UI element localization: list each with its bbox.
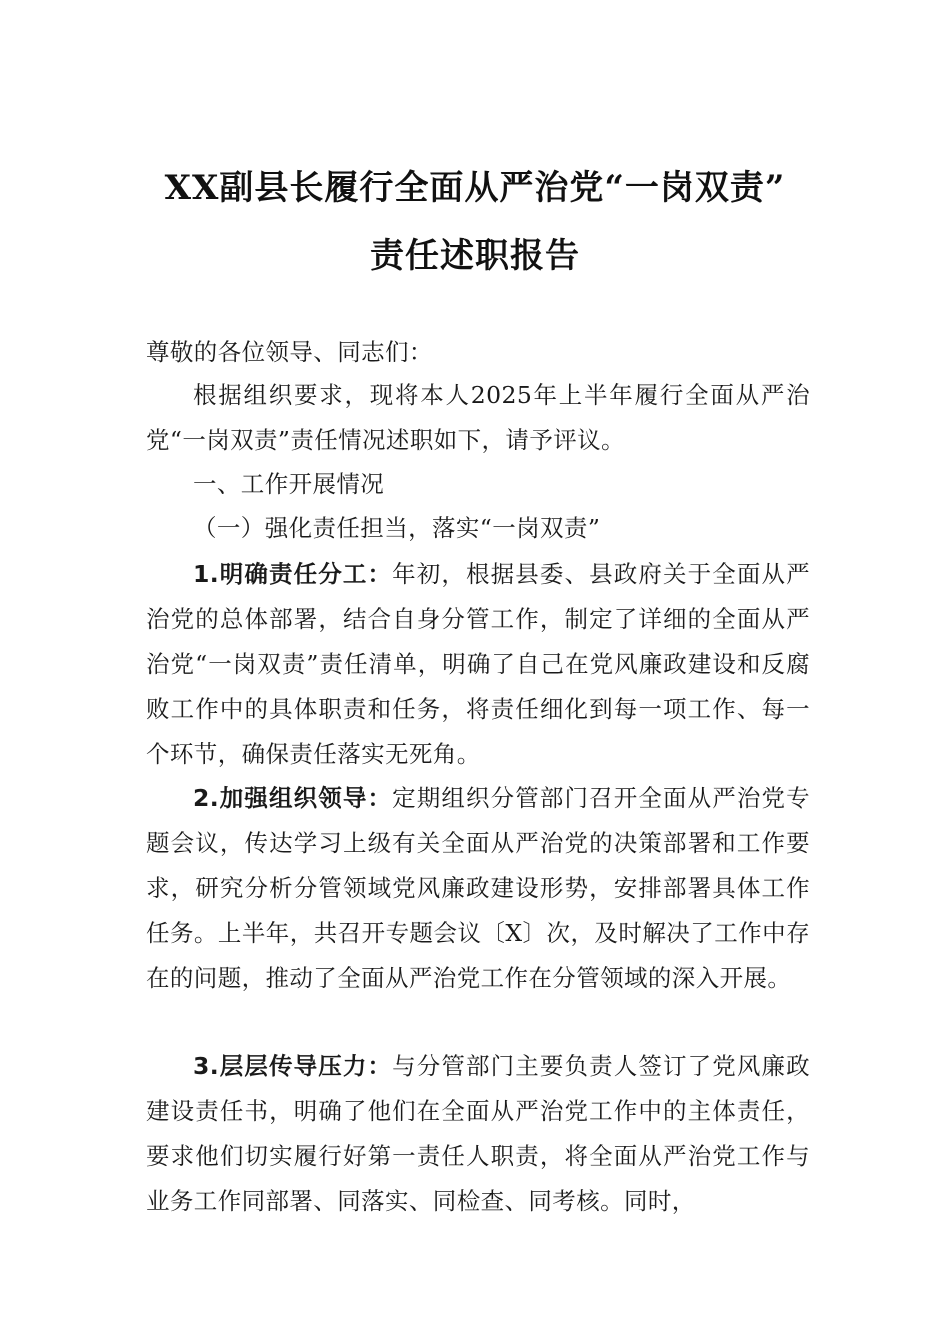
salutation: 尊敬的各位领导、同志们： [146,338,433,366]
paragraph-item-2 [146,776,810,1001]
item-3-text: 与分管部门主要负责人签订了党风廉政建设责任书，明确了他们在全面从严治党工作中的主体责任，要求他们切实履行好第一责任人职责，将全面从严治党工作与业务工作同部署、同落实、同检查、同考核。同时， [146,1052,810,1215]
item-3-lead: 3.层层传导压力： [193,1052,393,1080]
item-2-text: 定期组织分管部门召开全面从严治党专题会议，传达学习上级有关全面从严治党的决策部署和工作要求，研究分析分管领域党风廉政建设形势，安排部署具体工作任务。上半年，共召开专题会议〔X〕次，及时解决了工作中存在的问题，推动了全面从严治党工作在分管领域的深入开展。 [146,784,810,992]
paragraph-item-3 [146,1044,810,1224]
item-1-lead: 1.明确责任分工： [193,560,393,588]
intro-paragraph: 根据组织要求，现将本人2025年上半年履行全面从严治党“一岗双责”责任情况述职如下，请予评议。 [146,381,810,454]
paragraph-item-1 [146,552,810,777]
item-1-text: 年初，根据县委、县政府关于全面从严治党的总体部署，结合自身分管工作，制定了详细的全面从严治党“一岗双责”责任清单，明确了自己在党风廉政建设和反腐败工作中的具体职责和任务，将责任细化到每一项工作、每一个环节，确保责任落实无死角。 [146,560,810,768]
document-title-line2: 责任述职报告 [370,236,580,276]
document-title-line1: XX副县长履行全面从严治党“一岗双责” [164,168,786,208]
subsection-heading: （一）强化责任担当，落实“一岗双责” [193,514,601,542]
item-2-lead: 2.加强组织领导： [193,784,393,812]
section-heading: 一、工作开展情况 [193,470,385,498]
